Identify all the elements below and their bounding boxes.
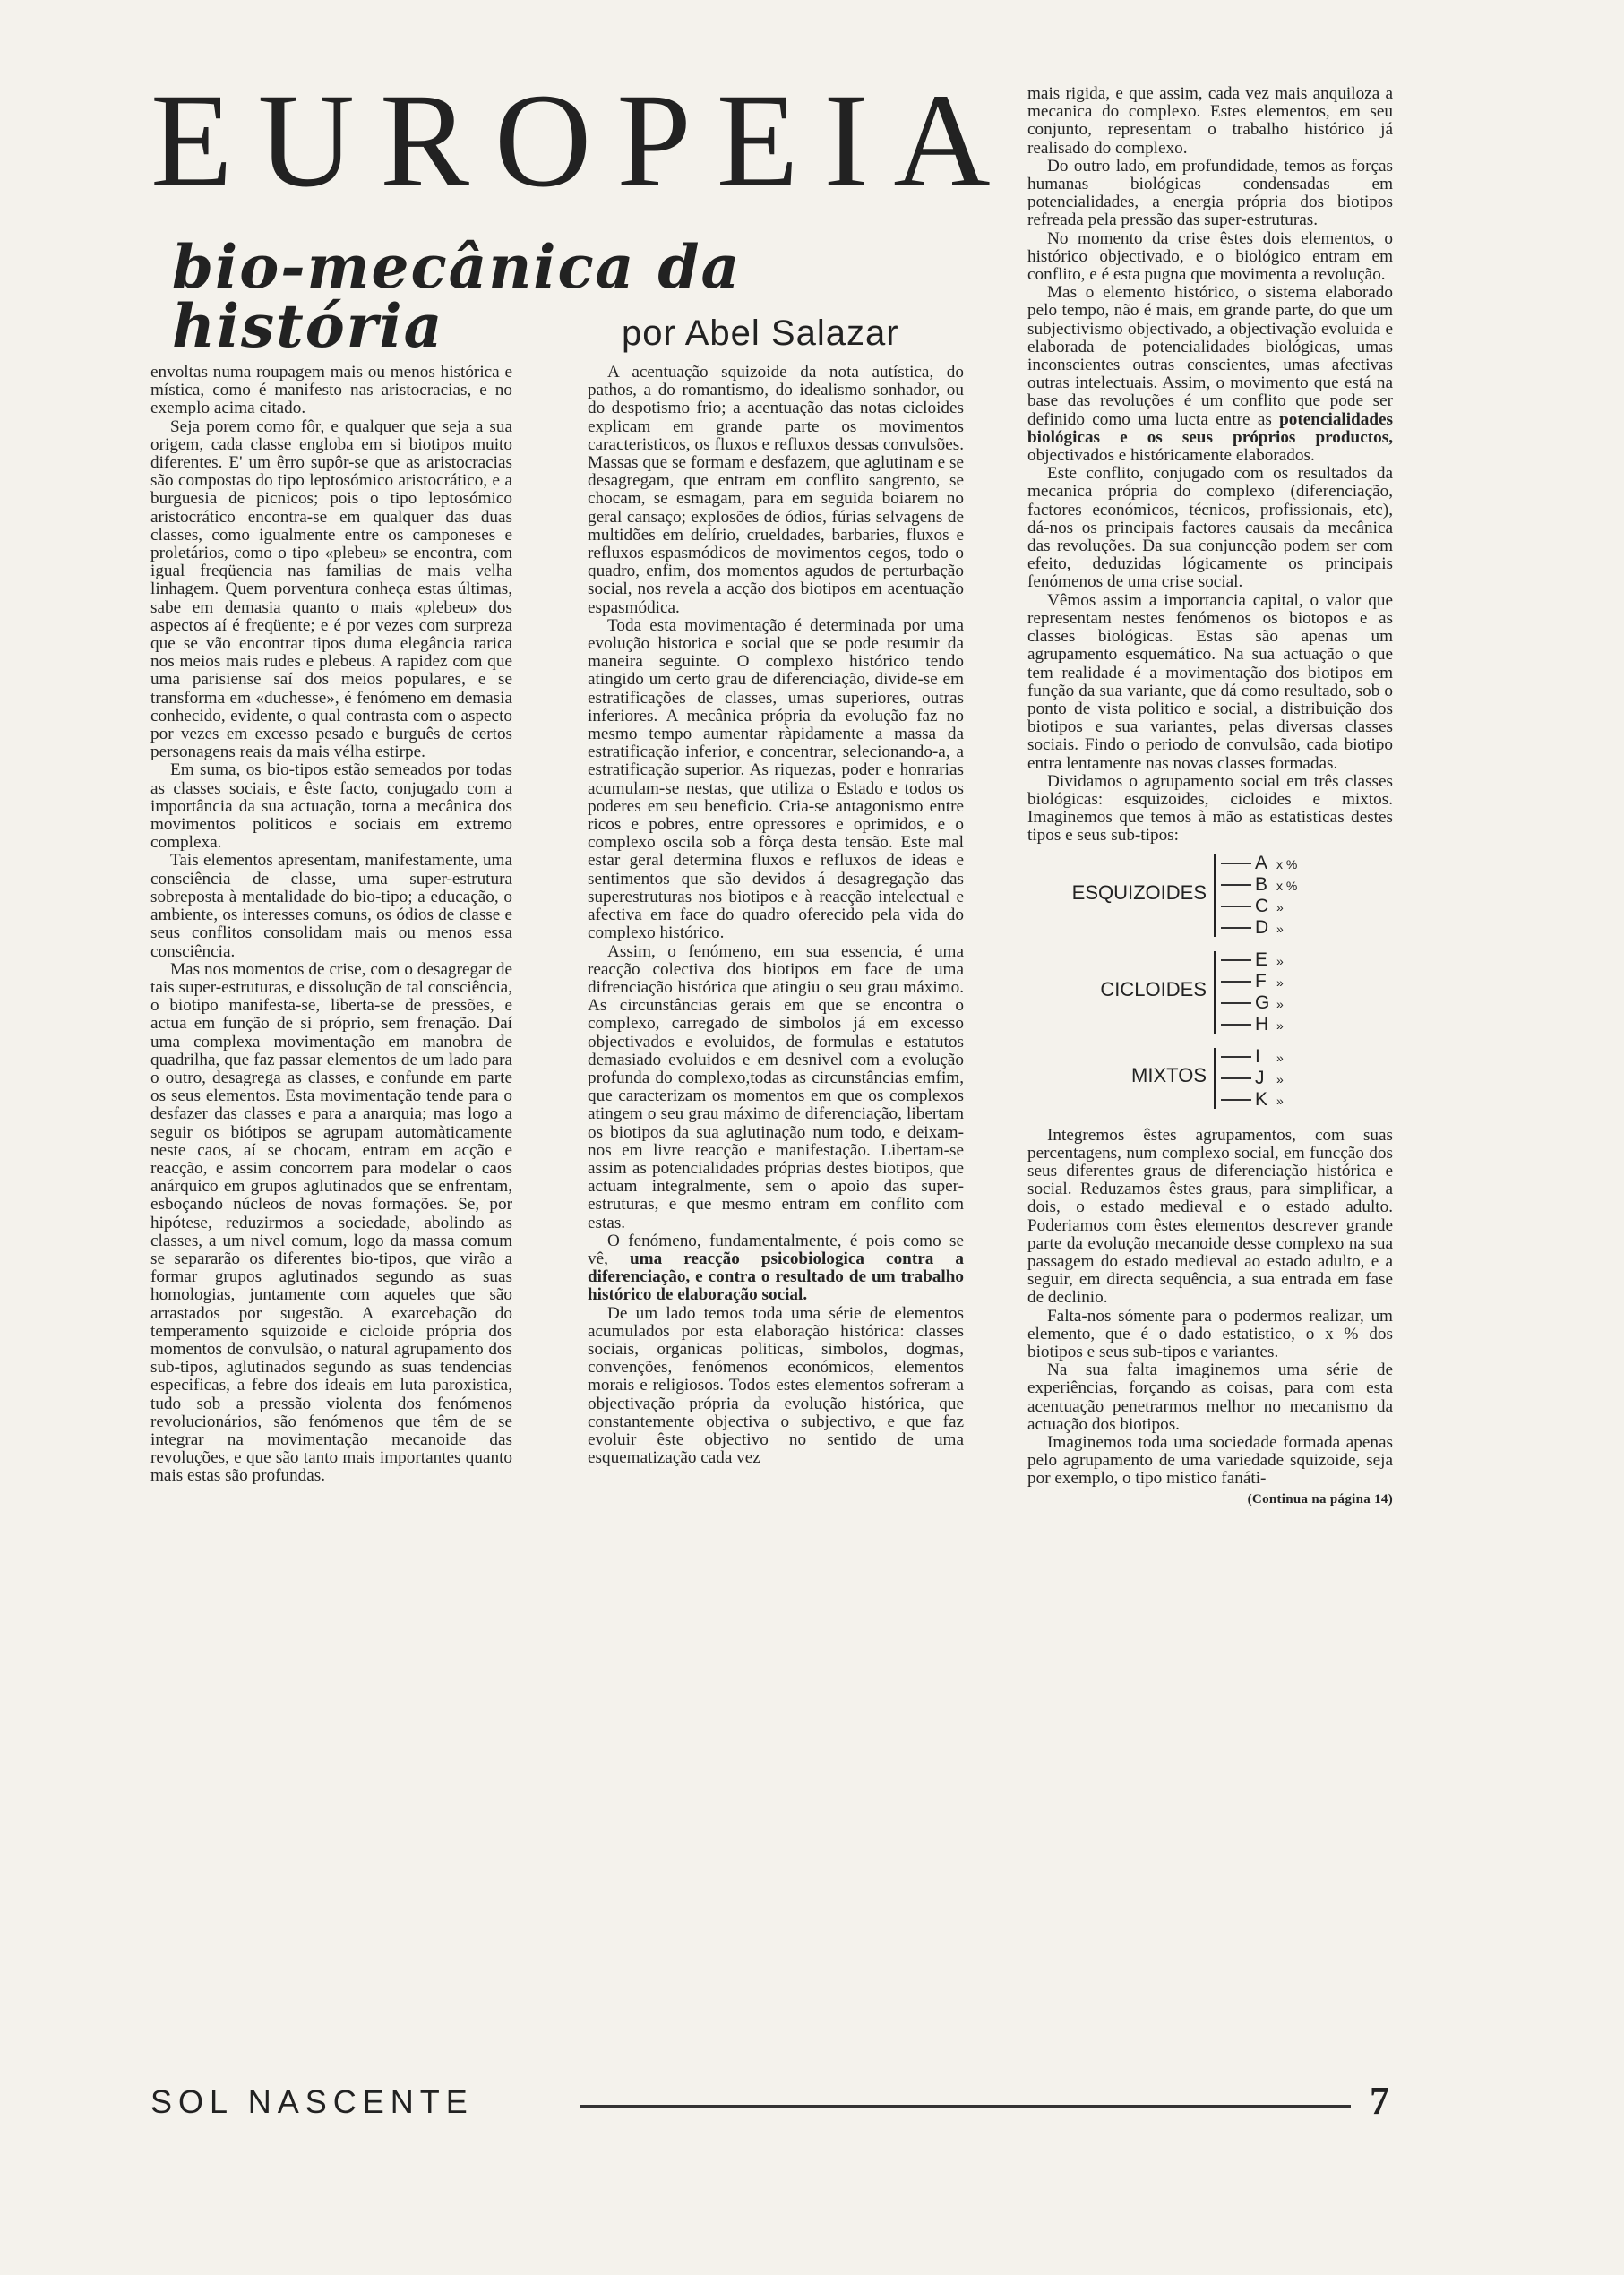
subtype-percentage: » bbox=[1276, 1017, 1284, 1033]
paragraph: A acentuação squizoide da nota autística, do pathos, a do romantismo, do idealismo sonhador, ou do despotismo frio; a acentuação das notas cicloides explicam em grande parte os movimentos caracteristicos, os fluxos e refluxos dessas convulsões. Massas que se formam e desfazem, que aglutinam e se desagregam, que entram em conflito sangrento, se chocam, se esmagam, para em seguida boiarem no geral cansaço; explosões de ódios, fúrias selvagens de multidões em delírio, crueldades, barbaries, fluxos e refluxos espasmódicos de movimentos cegos, todo o quadro, enfim, dos momentos agudos de perturbação social, nos revela a acção dos biotipos em acentuação espasmódica. bbox=[588, 363, 964, 617]
paragraph: De um lado temos toda uma série de elementos acumulados por esta elaboração histórica: classes sociais, organicas politicas, simbolos, dogmas, convenções, fenómenos económicos, elementos morais e religiosos. Todos estes elementos sofreram a objectivação própria da evolução histórica, que constantemente objectiva o subjectivo, e que faz evoluir êste objectivo no sentido de uma esquematização cada vez bbox=[588, 1303, 964, 1468]
paragraph: Este conflito, conjugado com os resultados da mecanica própria do complexo (diferenciação, factores económicos, técnicos, profissionais, etc), dá-nos os principais factores causais da mecânica das revoluções. Da sua conjuncção podem ser com efeito, deduzidas lógicamente os principais fenómenos de uma crise social. bbox=[1027, 464, 1393, 592]
bold-text-run: potencialidades biológicas e os seus próprios productos, bbox=[1027, 409, 1393, 447]
paragraph: Toda esta movimentação é determinada por uma evolução historica e social que se pode resumir da maneira seguinte. O complexo histórico tendo atingido um certo grau de diferenciação, divide-se em estratificações de classes, umas superiores, outras inferiores. A mecânica própria da evolução faz no mesmo tempo aumentar ràpidamente a massa da estratificação inferior, e concentrar, selecionando-a, a estratificação superior. As riquezas, poder e honrarias acumulam-se nestas, que utiliza o Estado e todos os poderes em seu beneficio. Cria-se antagonismo entre ricos e pobres, entre opressores e oprimidos, e o complexo oscila sob a fôrça desta tensão. Este mal estar geral determina fluxos e refluxos de ideas e sentimentos que são devidos á desagregação das superestruturas nos biotipos e à reacção intelectual e afectiva em face do quadro oferecido pela vida do complexo histórico. bbox=[588, 615, 964, 943]
group-label: MIXTOS bbox=[1131, 1063, 1207, 1086]
subtype-letter: J bbox=[1255, 1067, 1265, 1088]
page-number: 7 bbox=[1370, 2079, 1389, 2123]
subtype-letter: I bbox=[1255, 1045, 1260, 1067]
subtype-percentage: » bbox=[1276, 974, 1284, 990]
group-label: CICLOIDES bbox=[1100, 977, 1207, 1000]
column-2 bbox=[588, 364, 964, 1467]
group-bracket bbox=[1214, 854, 1216, 937]
text-run: Mas o elemento histórico, o sistema elaborado pelo tempo, não é mais, em grande parte, do que um subjectivismo objectivado, a objectivação evoluida e elaborada de potencialidades biológicas, umas inconscientes outras conscientes, umas afectivas outras intelectuais. Assim, o movimento que está na base das revoluções é um conflito que pode ser definido como uma lucta entre as bbox=[1027, 283, 1393, 429]
dash-mark bbox=[1221, 863, 1251, 864]
subtype-letter: D bbox=[1255, 916, 1269, 938]
subtype-percentage: » bbox=[1276, 953, 1284, 968]
dash-mark bbox=[1221, 981, 1251, 983]
subtype-letter: C bbox=[1255, 895, 1269, 916]
group-item bbox=[1221, 970, 1284, 992]
column-1 bbox=[150, 364, 512, 1486]
magazine-title: SOL NASCENTE bbox=[150, 2083, 474, 2120]
dash-mark bbox=[1221, 1099, 1251, 1101]
subtype-percentage: » bbox=[1276, 1071, 1284, 1086]
paragraph: Vêmos assim a importancia capital, o valor que representam nestes fenómenos os biotopos e as classes biológicas. Estas são apenas um agrupamento esquemático. Na sua actuação o que tem realidade é a movimentação dos biotipos em função da sua variante, que dá como resultado, sob o ponto de vista politico e social, a distribuição dos biotipos e sua variantes, pelas diversas classes sociais. Findo o periodo de convulsão, cada biotipo entra lentamente nas novas classes formadas. bbox=[1027, 590, 1393, 773]
dash-mark bbox=[1221, 884, 1251, 886]
paragraph: Integremos êstes agrupamentos, com suas percentagens, num complexo social, em funcção dos seus diferentes graus de diferenciação histórica e social. Reduzamos êstes graus, para simplificar, a dois, o estado medieval e o estado adulto. Poderiamos com êstes elementos descrever grande parte da evolução mecanoide desse complexo na sua passagem do estado medieval ao estado adulto, e a seguir, em directa sequência, a sua entrada em fase de declinio. bbox=[1027, 1125, 1393, 1308]
group-item bbox=[1221, 1069, 1284, 1088]
text-run: objectivados e históricamente elaborados. bbox=[1027, 446, 1315, 466]
paragraph: Dividamos o agrupamento social em três classes biológicas: esquizoides, cicloides e mixtos. Imaginemos que temos à mão as estatisticas destes tipos e seus sub-tipos: bbox=[1027, 771, 1393, 846]
group-item bbox=[1221, 854, 1297, 873]
group-item bbox=[1221, 897, 1284, 916]
paragraph: envoltas numa roupagem mais ou menos histórica e mística, como é manifesto nas aristocracias, e no exemplo acima citado. bbox=[150, 363, 512, 418]
paragraph: Mas nos momentos de crise, com o desagregar de tais super-estruturas, e dissolução de tal consciência, o biotipo manifesta-se, liberta-se de pressões, e actua em função de si próprio, sem frenação. Daí uma complexa movimentação em manobra de quadrilha, que faz passar elementos de um lado para o outro, desagrega as classes, e confunde em parte os seus elementos. Esta movimentação tende para o desfazer das classes e para a anarquia; mas logo a seguir os biótipos se agrupam automàticamente neste caos, aí se chocam, entram em acção e reacção, e assim concorrem para modelar o caos anárquico em grupos aglutinados que se enfrentam, esboçando núcleos de novas formações. Se, por hipótese, reduzirmos a sociedade, abolindo as classes, a um nivel comum, logo da massa comum se separarão os diferentes bio-tipos, que virão a formar grupos aglutinados segundo as suas homologias, juntamente com aqueles que são arrastados por sugestão. A exarcebação do temperamento squizoide e cicloide própria dos momentos de convulsão, o natural agrupamento dos sub-tipos, aglutinados segundo as suas tendencias especificas, a febre dos ideais em luta paroxistica, tudo sob a pressão violenta dos fenómenos revolucionários, são fenómenos que têm de se integrar na movimentação mecanoide das revoluções, e que são tanto mais importantes quanto mais estas são profundas. bbox=[150, 959, 512, 1486]
paragraph: Na sua falta imaginemos uma série de experiências, forçando as coisas, para com esta acentuação penetrarmos melhor no mecanismo da actuação dos biotipos. bbox=[1027, 1361, 1393, 1434]
subtype-letter: G bbox=[1255, 992, 1270, 1013]
paragraph: Seja porem como fôr, e qualquer que seja a sua origem, cada classe engloba em si biotipos muito diferentes. E' um êrro supôr-se que as aristocracias são compostas do tipo leptosómico aristocrático, e a burguesia de picnicos; pois o tipo leptosómico aristocrático encontra-se em qualquer das duas classes, como igualmente entre os camponeses e proletários, como o tipo «plebeu» se encontra, com igual freqüencia nas familias de mais velha linhagem. Quem porventura conheça estas últimas, sabe em demasia quanto o mais «plebeu» dos aspectos aí é freqüente; e é por vezes com surpreza que se vão encontrar tipos duma elegância rarica nos meios mais rudes e plebeus. A rapidez com que uma parisiense saí dos meios populares, e se transforma em «duchesse», é fenómeno em demasia conhecido, evidente, o qual contrasta com o aspecto por vezes em excesso pesado e burguês de certos personagens reais da mais vélha estirpe. bbox=[150, 416, 512, 762]
paragraph: Tais elementos apresentam, manifestamente, uma consciência de classe, uma super-estrutura sobreposta à mentalidade do bio-tipo; a educação, o ambiente, os interesses comuns, os ódios de classe e seus conflitos consolidam mais ou menos essa consciência. bbox=[150, 851, 512, 961]
subtype-percentage: » bbox=[1276, 921, 1284, 936]
byline: por Abel Salazar bbox=[622, 313, 899, 353]
paragraph: No momento da crise êstes dois elementos, o histórico objectivado, e o biológico entram em conflito, e é esta pugna que movimenta a revolução. bbox=[1027, 228, 1393, 285]
subtype-percentage: » bbox=[1276, 1093, 1284, 1108]
dash-mark bbox=[1221, 906, 1251, 907]
subtype-percentage: » bbox=[1276, 1050, 1284, 1065]
subtype-percentage: x % bbox=[1276, 856, 1298, 871]
biotype-classification-table bbox=[1027, 853, 1393, 1120]
bold-text-run: uma reacção psicobiologica contra a diferenciação, e contra o resultado de um trabalho histórico de elaboração social. bbox=[588, 1249, 964, 1305]
subtype-percentage: » bbox=[1276, 899, 1284, 914]
column-3 bbox=[1027, 85, 1393, 1508]
text-run: O fenómeno, fundamentalmente, é pois como se vê, bbox=[588, 1231, 964, 1268]
subtitle: bio-mecânica da história bbox=[172, 232, 742, 361]
paragraph-with-bold bbox=[588, 1232, 964, 1305]
group-label: ESQUIZOIDES bbox=[1071, 880, 1207, 904]
group-bracket bbox=[1214, 951, 1216, 1034]
dash-mark bbox=[1221, 1002, 1251, 1004]
group-item bbox=[1221, 1045, 1284, 1067]
paragraph: Do outro lado, em profundidade, temos as forças humanas biológicas condensadas em potencialidades, a energia própria dos biotipos refreada pela pressão das super-estruturas. bbox=[1027, 156, 1393, 230]
paragraph: Imaginemos toda uma sociedade formada apenas pelo agrupamento de uma variedade squizoide, seja por exemplo, o tipo mistico fanáti- bbox=[1027, 1432, 1393, 1489]
subtype-letter: F bbox=[1255, 970, 1267, 992]
paragraph: Assim, o fenómeno, em sua essencia, é uma reacção colectiva dos biotipos em face de uma difrenciação histórica que atingiu o seu grau máximo. As circunstâncias gerais em que se encontra o complexo, carregado de simbolos já em excesso objectivados e evoluidos, de formulas e estatutos demasiado evoluidos e em desnivel com a evolução profunda do complexo,todas as circunstâncias emfim, que caracterizam os momentos em que os complexos atingem o seu grau máximo de diferenciação, libertam os biotipos da sua aglutinação num todo, e deixam-nos em livre reacção e manifestação. Libertam-se assim as potencialidades próprias destes biotipos, que actuam integralmente, sem o apoio das super-estruturas, e que mesmo entram em conflito com estas. bbox=[588, 941, 964, 1232]
paragraph: mais rigida, e que assim, cada vez mais anquiloza a mecanica do complexo. Estes elementos, em seu conjunto, representam o trabalho histórico já realisado do complexo. bbox=[1027, 84, 1393, 158]
paragraph: Em suma, os bio-tipos estão semeados por todas as classes sociais, e êste facto, conjugado com a importância da sua actuação, torna a mecânica dos movimentos politicos e sociais em extremo complexa. bbox=[150, 760, 512, 853]
dash-mark bbox=[1221, 1024, 1251, 1026]
subtype-letter: E bbox=[1255, 949, 1268, 970]
subtype-percentage: x % bbox=[1276, 878, 1298, 893]
group-item bbox=[1221, 994, 1284, 1013]
paragraph-with-bold bbox=[1027, 284, 1393, 465]
continuation-note: (Continua na página 14) bbox=[1247, 1491, 1393, 1507]
group-item bbox=[1221, 916, 1284, 938]
dash-mark bbox=[1221, 959, 1251, 961]
subtype-letter: K bbox=[1255, 1088, 1268, 1110]
dash-mark bbox=[1221, 1056, 1251, 1058]
group-item bbox=[1221, 951, 1284, 970]
group-item bbox=[1221, 1013, 1284, 1034]
subtype-letter: H bbox=[1255, 1013, 1269, 1034]
paragraph: Falta-nos sómente para o podermos realizar, um elemento, que é o dado estatistico, o x % dos biotipos e seus sub-tipos e variantes. bbox=[1027, 1306, 1393, 1361]
footer-rule bbox=[580, 2105, 1351, 2108]
group-bracket bbox=[1214, 1048, 1216, 1109]
group-item bbox=[1221, 873, 1298, 895]
subtype-letter: B bbox=[1255, 873, 1268, 895]
headline: EUROPEIA bbox=[150, 66, 1016, 215]
group-item bbox=[1221, 1088, 1284, 1110]
subtype-percentage: » bbox=[1276, 996, 1284, 1011]
dash-mark bbox=[1221, 927, 1251, 929]
dash-mark bbox=[1221, 1077, 1251, 1079]
subtype-letter: A bbox=[1255, 852, 1268, 873]
footer bbox=[150, 2079, 1400, 2125]
